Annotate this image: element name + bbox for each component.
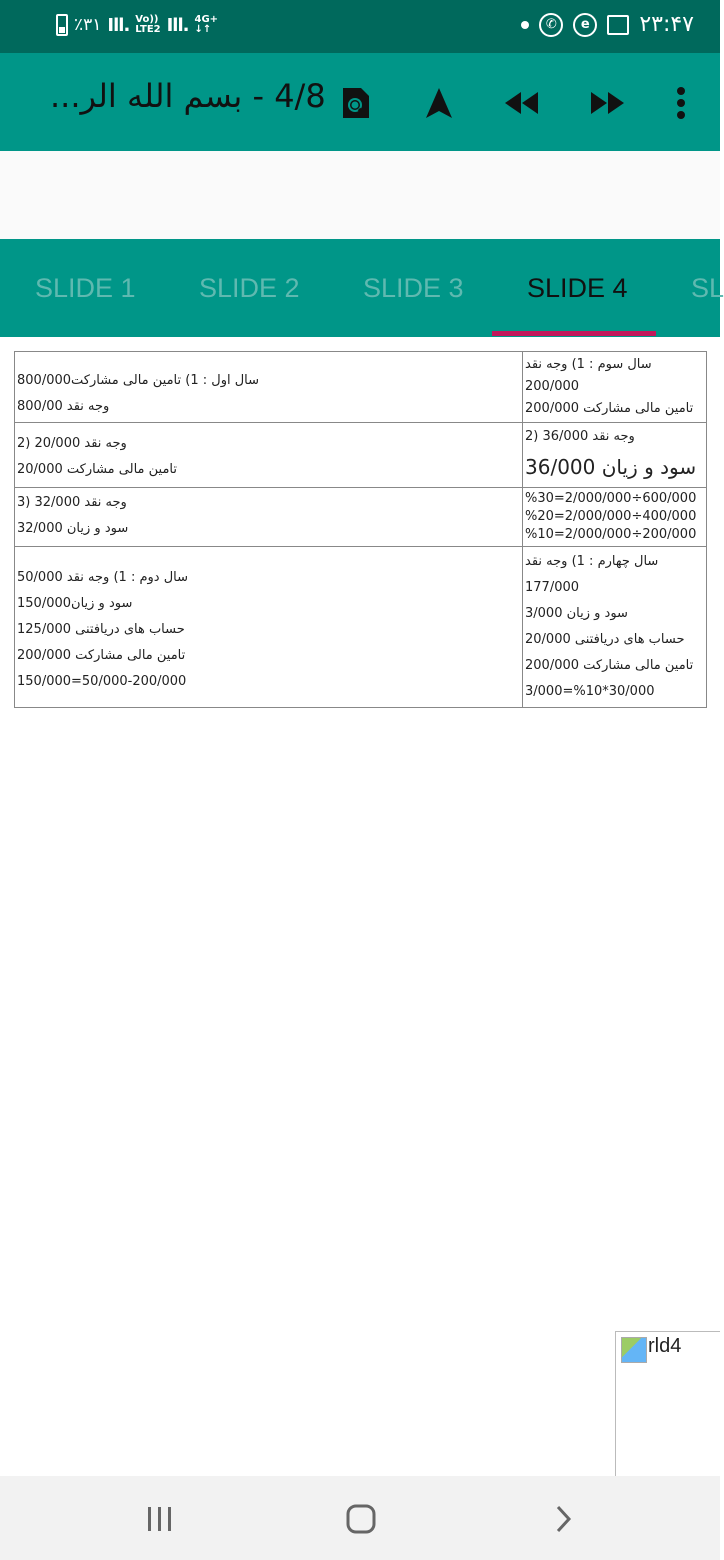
notification-dot-icon: [521, 21, 529, 29]
cell-line: %30=2/000/000÷600/000: [525, 491, 697, 506]
app-toolbar: [0, 53, 720, 151]
image-alt-text: rld4: [648, 1335, 682, 1357]
image-icon: [607, 15, 629, 35]
home-icon[interactable]: [341, 1504, 381, 1534]
system-nav-bar: [0, 1476, 720, 1560]
table-cell: [523, 423, 707, 488]
cell-line: سود و زیان 36/000: [525, 455, 697, 479]
cell-line: تامین مالی مشارکت 200/000: [525, 401, 694, 416]
cell-line: سود و زیان150/000: [17, 596, 133, 611]
table-cell: [15, 488, 523, 547]
data-type: 4G+ ↓↑: [194, 14, 219, 35]
back-icon[interactable]: [543, 1504, 583, 1534]
cell-line: سود و زیان 3/000: [525, 606, 628, 621]
table-cell: [523, 488, 707, 547]
cell-line: تامین مالی مشارکت 200/000: [525, 658, 694, 673]
tab-slide-5[interactable]: SL: [691, 273, 724, 303]
cell-line: سود و زیان 32/000: [17, 521, 129, 536]
status-bar: [0, 0, 720, 53]
cell-line: وجه نقد 36/000 (2: [525, 429, 635, 444]
tab-indicator: [492, 331, 656, 336]
cell-line: سال دوم : 1) وجه نقد 50/000: [17, 570, 189, 585]
broken-image-icon: [621, 1337, 647, 1363]
table-row: [15, 423, 707, 488]
signal-icon: Ill.: [107, 14, 130, 36]
broken-image: [615, 1331, 720, 1476]
table-row: [15, 352, 707, 423]
browser-icon: e: [573, 13, 597, 37]
table-cell: [15, 423, 523, 488]
cell-line: وجه نقد 20/000 (2: [17, 436, 127, 451]
table-cell: [523, 547, 707, 708]
battery-text: ٪۳۱: [74, 15, 102, 35]
next-slide-icon[interactable]: [587, 83, 627, 123]
clock: ۲۳:۴۷: [639, 12, 694, 37]
navigate-icon[interactable]: [419, 83, 459, 123]
cell-line: حساب های دریافتنی 20/000: [525, 632, 685, 647]
table-cell: [523, 352, 707, 423]
network-type: Vo)) LTE2: [135, 14, 161, 35]
cell-line: سال چهارم : 1) وجه نقد: [525, 554, 659, 569]
battery-icon: [56, 14, 68, 36]
whatsapp-icon: ✆: [539, 13, 563, 37]
cell-line: سال سوم : 1) وجه نقد: [525, 357, 652, 372]
tab-slide-3[interactable]: SLIDE 3: [363, 273, 464, 303]
table-row: [15, 547, 707, 708]
cell-line: سال اول : 1) تامین مالی مشارکت800/000: [17, 373, 260, 388]
tab-slide-1[interactable]: SLIDE 1: [35, 273, 136, 303]
cell-line: %20=2/000/000÷400/000: [525, 509, 697, 524]
previous-slide-icon[interactable]: [502, 83, 542, 123]
document-title: 4/8 - بسم الله الر...: [50, 77, 326, 115]
status-left: [56, 14, 218, 36]
cell-line: تامین مالی مشارکت 200/000: [17, 648, 186, 663]
slide-tabs: [0, 239, 724, 337]
search-document-icon[interactable]: [336, 83, 376, 123]
cell-line: حساب های دریافتنی 125/000: [17, 622, 185, 637]
cell-line: 3/000=%10*30/000: [525, 684, 655, 699]
cell-line: 200/000: [525, 379, 580, 394]
tab-slide-2[interactable]: SLIDE 2: [199, 273, 300, 303]
cell-line: وجه نقد 32/000 (3: [17, 495, 127, 510]
table-row: [15, 488, 707, 547]
table-cell: [15, 547, 523, 708]
cell-line: 150/000=50/000-200/000: [17, 674, 187, 689]
table-cell: [15, 352, 523, 423]
signal-icon-2: Ill.: [166, 14, 189, 36]
toolbar-spacer: [0, 151, 720, 239]
cell-line: وجه نقد 800/00: [17, 399, 110, 414]
cell-line: %10=2/000/000÷200/000: [525, 527, 697, 542]
status-right: [521, 12, 694, 37]
cell-line: 177/000: [525, 580, 580, 595]
tab-slide-4[interactable]: SLIDE 4: [527, 273, 628, 303]
slide-content-table: [14, 351, 707, 708]
recent-apps-icon[interactable]: [140, 1504, 180, 1534]
cell-line: تامین مالی مشارکت 20/000: [17, 462, 177, 477]
more-options-icon[interactable]: [661, 83, 701, 123]
